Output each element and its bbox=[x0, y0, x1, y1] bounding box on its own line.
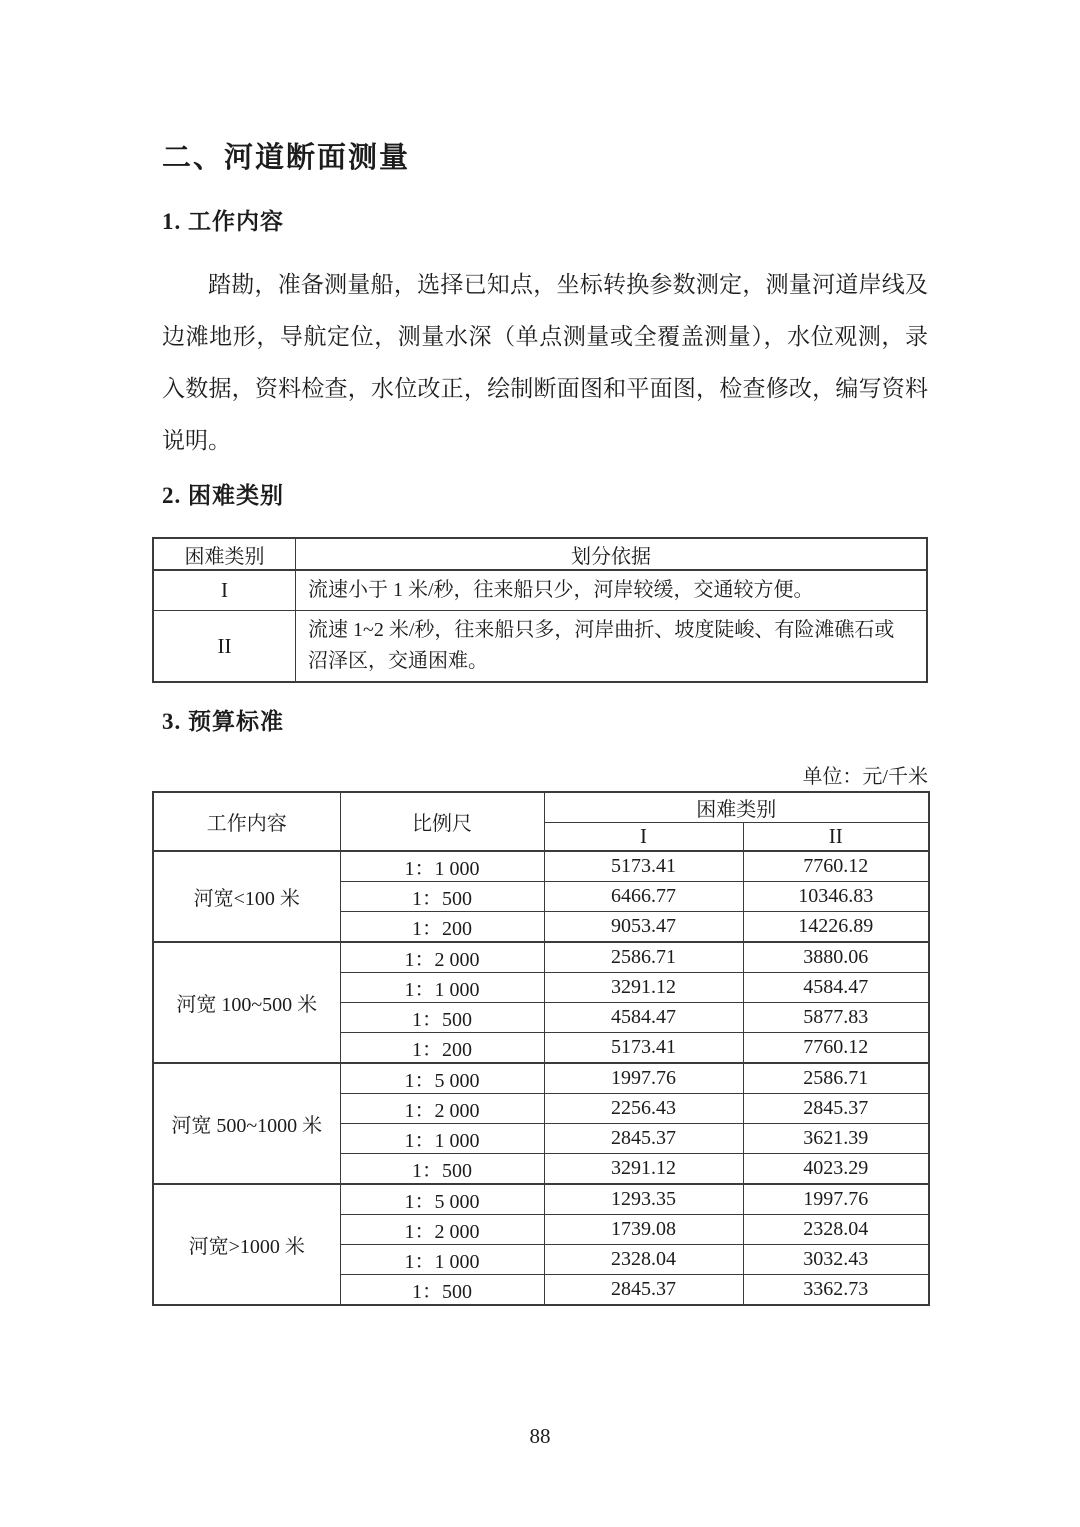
work-content-paragraph: 踏勘，准备测量船，选择已知点，坐标转换参数测定，测量河道岸线及边滩地形，导航定位，测量水深（单点测量或全覆盖测量），水位观测，录入数据，资料检查，水位改正，绘制断面图和平面图，检查修改，编写资料说明。 bbox=[162, 272, 928, 453]
price-cell: 9053.47 bbox=[544, 912, 743, 943]
document-page bbox=[152, 0, 928, 1449]
price-cell: 5877.83 bbox=[743, 1003, 929, 1033]
price-cell: 2256.43 bbox=[544, 1094, 743, 1124]
price-cell: 3880.06 bbox=[743, 942, 929, 973]
price-cell: 14226.89 bbox=[743, 912, 929, 943]
price-cell: 10346.83 bbox=[743, 882, 929, 912]
work-group-cell: 河宽<100 米 bbox=[153, 851, 340, 942]
table-row bbox=[153, 1063, 929, 1094]
unit-note: 单位：元/千米 bbox=[802, 766, 928, 788]
scale-cell: 1：1 000 bbox=[340, 973, 544, 1003]
page-number: 88 bbox=[529, 1424, 551, 1448]
col-header-grade-2: II bbox=[743, 823, 929, 852]
scale-cell: 1：5 000 bbox=[340, 1063, 544, 1094]
price-cell: 2845.37 bbox=[544, 1124, 743, 1154]
work-group-cell: 河宽 100~500 米 bbox=[153, 942, 340, 1063]
basis-cell: 流速小于 1 米/秒，往来船只少，河岸较缓，交通较方便。 bbox=[296, 570, 928, 611]
scale-cell: 1：500 bbox=[340, 1275, 544, 1306]
table-row bbox=[153, 942, 929, 973]
scale-cell: 1：200 bbox=[340, 1033, 544, 1064]
category-cell: I bbox=[153, 570, 296, 611]
col-header-difficulty: 困难类别 bbox=[544, 792, 929, 823]
category-cell: II bbox=[153, 611, 296, 683]
price-cell: 6466.77 bbox=[544, 882, 743, 912]
budget-table-header bbox=[153, 792, 929, 851]
col-header-scale: 比例尺 bbox=[340, 792, 544, 851]
price-cell: 5173.41 bbox=[544, 851, 743, 882]
price-cell: 2845.37 bbox=[544, 1275, 743, 1306]
price-cell: 1739.08 bbox=[544, 1215, 743, 1245]
price-cell: 2328.04 bbox=[544, 1245, 743, 1275]
page-title: 二、河道断面测量 bbox=[162, 142, 411, 174]
difficulty-category-table bbox=[152, 537, 928, 683]
table-row bbox=[153, 611, 927, 683]
col-header-category: 困难类别 bbox=[153, 538, 296, 570]
price-cell: 4584.47 bbox=[544, 1003, 743, 1033]
col-header-grade-1: I bbox=[544, 823, 743, 852]
price-cell: 2586.71 bbox=[544, 942, 743, 973]
price-cell: 7760.12 bbox=[743, 1033, 929, 1064]
col-header-work: 工作内容 bbox=[153, 792, 340, 851]
section-budget-heading: 3. 预算标准 bbox=[162, 709, 284, 734]
price-cell: 3291.12 bbox=[544, 1154, 743, 1185]
price-cell: 2328.04 bbox=[743, 1215, 929, 1245]
scale-cell: 1：500 bbox=[340, 882, 544, 912]
price-cell: 2845.37 bbox=[743, 1094, 929, 1124]
price-cell: 1997.76 bbox=[544, 1063, 743, 1094]
scale-cell: 1：1 000 bbox=[340, 1124, 544, 1154]
price-cell: 7760.12 bbox=[743, 851, 929, 882]
price-cell: 3291.12 bbox=[544, 973, 743, 1003]
scale-cell: 1：500 bbox=[340, 1154, 544, 1185]
basis-cell: 流速 1~2 米/秒，往来船只多，河岸曲折、坡度陡峻、有险滩礁石或沼泽区，交通困难。 bbox=[296, 611, 928, 683]
table-row bbox=[153, 570, 927, 611]
section-difficulty-heading: 2. 困难类别 bbox=[162, 483, 284, 508]
scale-cell: 1：5 000 bbox=[340, 1184, 544, 1215]
work-group-cell: 河宽>1000 米 bbox=[153, 1184, 340, 1305]
price-cell: 5173.41 bbox=[544, 1033, 743, 1064]
table-row bbox=[153, 538, 927, 570]
difficulty-table-header bbox=[153, 538, 927, 570]
scale-cell: 1：2 000 bbox=[340, 1094, 544, 1124]
table-row bbox=[153, 792, 929, 823]
price-cell: 3032.43 bbox=[743, 1245, 929, 1275]
price-cell: 4023.29 bbox=[743, 1154, 929, 1185]
price-cell: 1997.76 bbox=[743, 1184, 929, 1215]
table-row bbox=[153, 1184, 929, 1215]
price-cell: 3621.39 bbox=[743, 1124, 929, 1154]
price-cell: 1293.35 bbox=[544, 1184, 743, 1215]
scale-cell: 1：200 bbox=[340, 912, 544, 943]
work-group-cell: 河宽 500~1000 米 bbox=[153, 1063, 340, 1184]
section-work-heading: 1. 工作内容 bbox=[162, 209, 284, 234]
scale-cell: 1：1 000 bbox=[340, 851, 544, 882]
scale-cell: 1：500 bbox=[340, 1003, 544, 1033]
price-cell: 2586.71 bbox=[743, 1063, 929, 1094]
table-row bbox=[153, 851, 929, 882]
price-cell: 3362.73 bbox=[743, 1275, 929, 1306]
budget-standard-table bbox=[152, 791, 930, 1306]
col-header-basis: 划分依据 bbox=[296, 538, 928, 570]
scale-cell: 1：2 000 bbox=[340, 942, 544, 973]
scale-cell: 1：1 000 bbox=[340, 1245, 544, 1275]
price-cell: 4584.47 bbox=[743, 973, 929, 1003]
scale-cell: 1：2 000 bbox=[340, 1215, 544, 1245]
